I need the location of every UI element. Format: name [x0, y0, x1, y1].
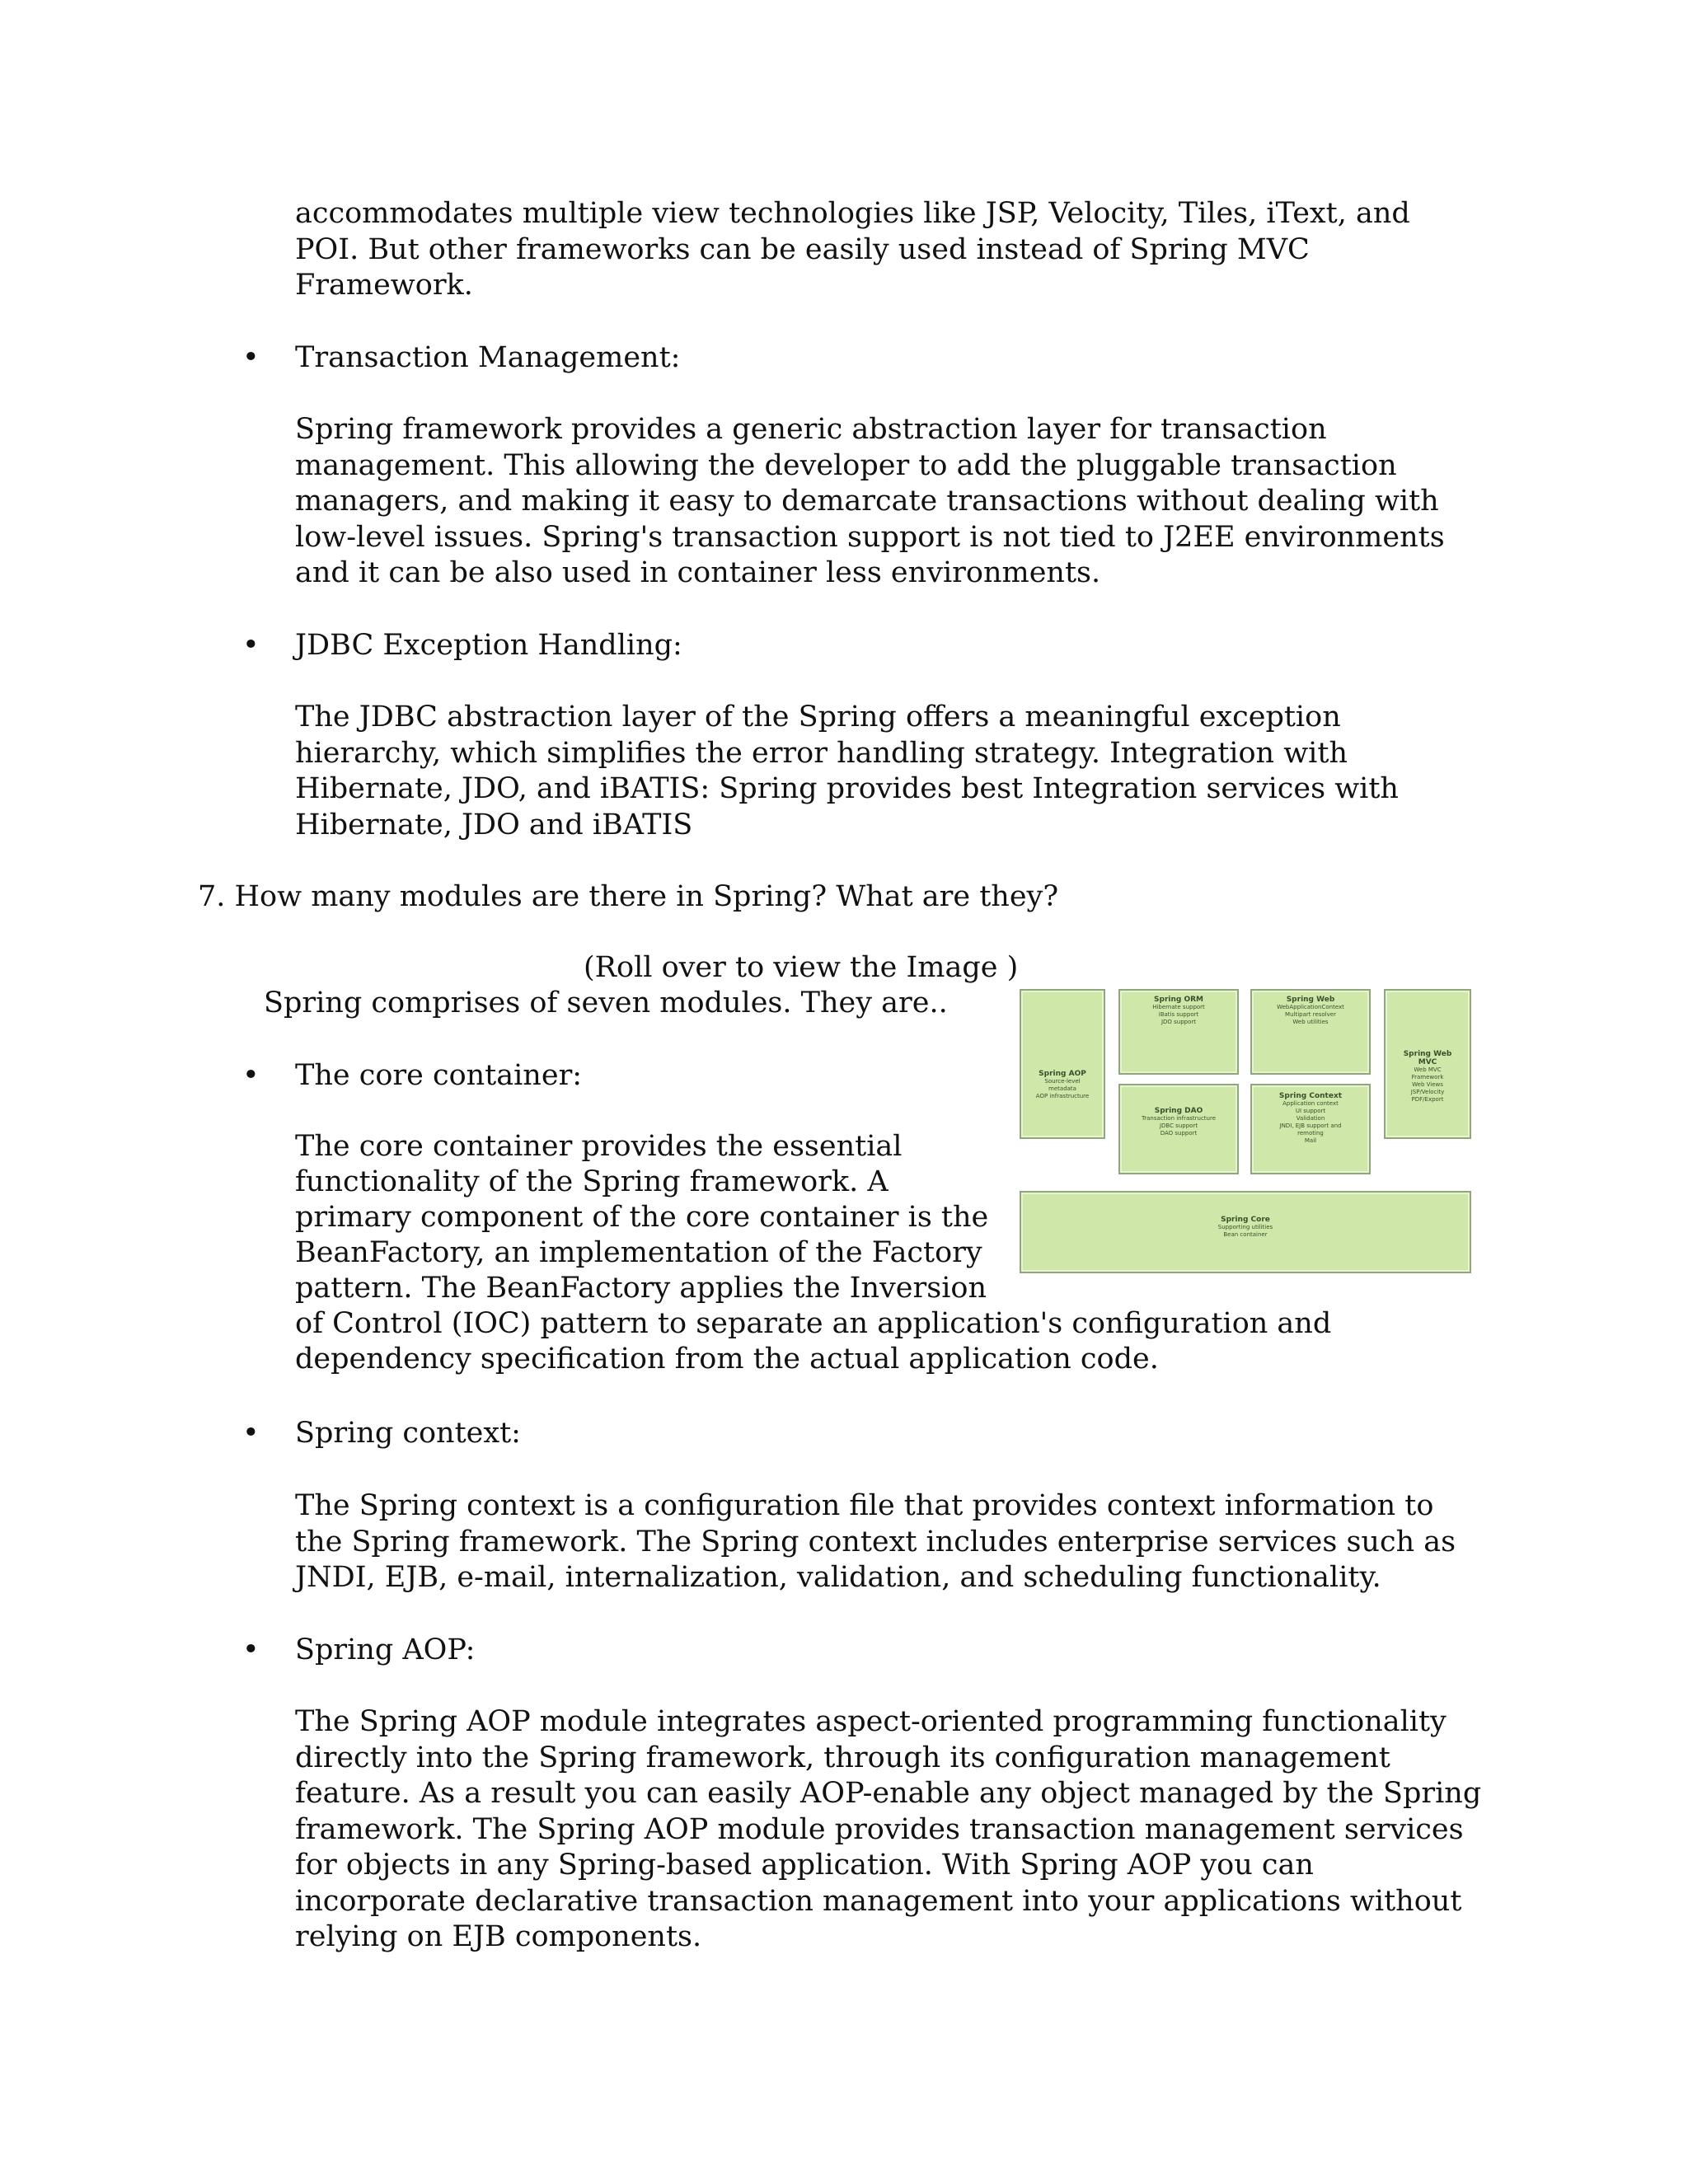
module-spring-context-title: Spring Context	[1278, 1092, 1343, 1100]
bullet-core-container: •	[242, 1059, 260, 1092]
heading-spring-aop: Spring AOP:	[295, 1633, 476, 1666]
module-spring-web-mvc	[1384, 989, 1471, 1139]
paragraph-spring-aop: The Spring AOP module integrates aspect-oriented programming functionality directly into the Spring framework, through its configuration management feature. As a result you can easily AOP-enable any object managed by the Spring framework. The Spring AOP module provides transaction management services for objects in any Spring-based application. With Spring AOP you can incorporate declarative transaction management into your applications without relying on EJB components.	[295, 1705, 1482, 1953]
bullet-spring-aop: •	[242, 1633, 260, 1666]
module-spring-dao-title: Spring DAO	[1154, 1107, 1203, 1115]
module-spring-core-line: Supporting utilities	[1217, 1224, 1273, 1230]
module-spring-aop-title: Spring AOP	[1039, 1070, 1086, 1078]
module-spring-web-line: Multipart resolver	[1285, 1011, 1336, 1018]
module-spring-web-mvc-line: Web Views	[1412, 1081, 1443, 1088]
module-spring-web-mvc-line: Web MVC	[1414, 1066, 1442, 1073]
core-line-4: BeanFactory, an implementation of the Factory	[295, 1236, 982, 1269]
module-spring-orm-line: Hibernate support	[1152, 1004, 1205, 1010]
paragraph-jdbc-exception: The JDBC abstraction layer of the Spring offers a meaningful exception hierarchy, which simplifies the error handling strategy. Integration with Hibernate, JDO, and iBATIS: Spring provides best Integration services with Hibernate, JDO and iBATIS	[295, 701, 1399, 841]
module-spring-dao-line: Transaction infrastructure	[1141, 1115, 1217, 1122]
core-line-5: pattern. The BeanFactory applies the Inversion	[295, 1272, 987, 1305]
module-spring-dao-line: DAO support	[1160, 1130, 1198, 1137]
module-spring-web-line: Web utilities	[1292, 1019, 1329, 1025]
module-spring-context-line: JNDI, EJB support and	[1279, 1122, 1342, 1129]
module-spring-orm-line: JDO support	[1160, 1019, 1197, 1025]
module-spring-web-mvc-title: Spring Web MVC	[1403, 1050, 1452, 1066]
module-spring-dao-line: JDBC support	[1159, 1122, 1198, 1129]
module-spring-context-line: Validation	[1296, 1115, 1325, 1122]
module-spring-web	[1250, 989, 1371, 1075]
module-spring-web-title: Spring Web	[1286, 996, 1335, 1004]
bullet-spring-context: •	[242, 1417, 260, 1450]
core-line-6: of Control (IOC) pattern to separate an application's configuration and	[295, 1307, 1332, 1340]
module-spring-context-line: remoting	[1297, 1130, 1324, 1137]
module-spring-web-mvc-line: Framework	[1411, 1074, 1444, 1080]
module-spring-core-line: Bean container	[1223, 1231, 1268, 1238]
module-spring-web-mvc-line: JSP/Velocity	[1410, 1089, 1445, 1095]
paragraph-spring-context: The Spring context is a configuration file that provides context information to the Spring framework. The Spring context includes enterprise services such as JNDI, EJB, e-mail, internalization, validation, and scheduling functionality.	[295, 1489, 1456, 1594]
module-spring-context	[1250, 1084, 1371, 1174]
intro-paragraph: accommodates multiple view technologies like JSP, Velocity, Tiles, iText, and POI. But other frameworks can be easily used instead of Spring MVC Framework.	[295, 197, 1410, 302]
module-spring-aop-line: metadata	[1048, 1085, 1076, 1092]
core-line-3: primary component of the core container is the	[295, 1201, 989, 1234]
module-spring-web-line: WebApplicationContext	[1277, 1004, 1344, 1010]
module-spring-aop	[1020, 989, 1105, 1139]
rollover-note[interactable]: (Roll over to view the Image )	[584, 951, 1019, 984]
module-spring-context-line: Application context	[1282, 1100, 1339, 1107]
module-spring-core	[1020, 1191, 1471, 1273]
heading-jdbc-exception: JDBC Exception Handling:	[295, 629, 682, 662]
module-spring-aop-line: Source-level	[1044, 1078, 1081, 1085]
module-spring-core-title: Spring Core	[1221, 1216, 1270, 1224]
module-spring-orm-title: Spring ORM	[1154, 996, 1203, 1004]
bullet-jdbc-exception: •	[242, 629, 260, 662]
spring-modules-diagram[interactable]	[1020, 989, 1471, 1277]
module-spring-orm	[1118, 989, 1239, 1075]
module-spring-dao	[1118, 1084, 1239, 1174]
core-line-2: functionality of the Spring framework. A	[295, 1165, 889, 1198]
core-line-7: dependency specification from the actual application code.	[295, 1343, 1159, 1376]
heading-core-container: The core container:	[295, 1059, 583, 1092]
question-heading: 7. How many modules are there in Spring? What are they?	[198, 880, 1059, 913]
heading-spring-context: Spring context:	[295, 1417, 521, 1450]
module-spring-context-line: UI support	[1295, 1108, 1326, 1114]
bullet-transaction-management: •	[242, 341, 260, 374]
module-spring-orm-line: iBatis support	[1158, 1011, 1199, 1018]
module-spring-aop-line: AOP infrastructure	[1035, 1093, 1090, 1099]
module-spring-context-line: Mail	[1304, 1137, 1317, 1144]
module-spring-web-mvc-line: PDF/Export	[1411, 1096, 1444, 1103]
heading-transaction-management: Transaction Management:	[295, 341, 681, 374]
core-line-1: The core container provides the essential	[295, 1130, 903, 1163]
modules-intro: Spring comprises of seven modules. They are..	[264, 987, 948, 1019]
paragraph-transaction-management: Spring framework provides a generic abstraction layer for transaction management. This allowing the developer to add the pluggable transaction managers, and making it easy to demarcate transactions without dealing with low-level issues. Spring's transaction support is not tied to J2EE environments and it can be also used in container less environments.	[295, 413, 1445, 589]
